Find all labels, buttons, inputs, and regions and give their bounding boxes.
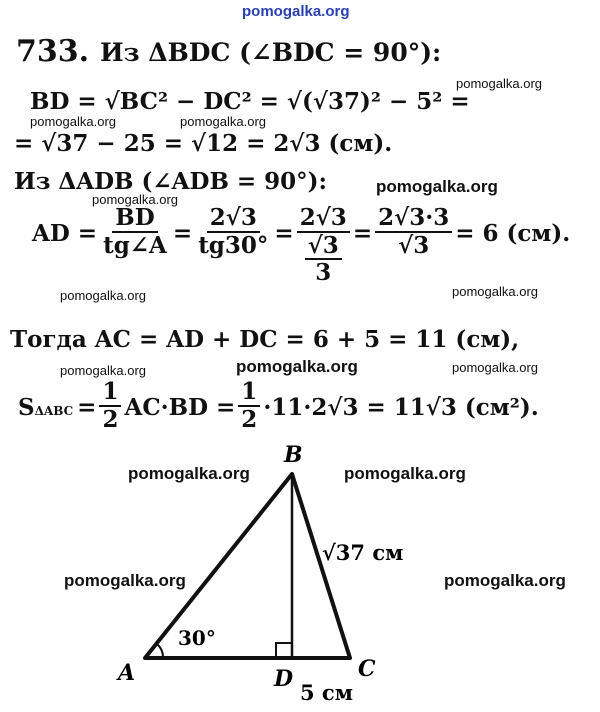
watermark: pomogalka.org [180,114,266,129]
fraction-den: tg30° [198,232,269,260]
fraction-num: 2√3 [207,206,260,233]
label-d: D [274,666,294,692]
line-1: Из ΔBDC (∠BDC = 90°): [100,38,442,67]
watermark: pomogalka.org [444,571,566,590]
line-5: AD = $\frac{BD}{tg\angle A}$ = $\frac{2√3}{tg30^\circ}$ = 2√3 √3 3 = $\frac{2√3\cdot 3}{√3}$ = 6 (см). [32,204,571,287]
ad-lhs: AD = [32,220,98,247]
watermark: pomogalka.org [456,76,542,91]
watermark: pomogalka.org [60,288,146,303]
fraction-den: tg∠A [103,232,167,260]
right-angle-mark [276,643,292,658]
watermark: pomogalka.org [30,114,116,129]
label-a: A [118,660,136,686]
fraction-num: BD [112,206,157,233]
area-s: S [18,394,35,421]
watermark: pomogalka.org [60,363,146,378]
watermark: pomogalka.org [344,464,466,483]
angle-arc [157,644,163,658]
watermark: pomogalka.org [452,360,538,375]
fraction-num: 2√3·3 [375,206,452,233]
watermark-top: pomogalka.org [242,3,350,20]
angle-label: 30° [178,626,216,650]
problem-number: 733. [16,34,90,69]
fraction-num: 1 [238,380,260,407]
fraction-num: 2√3 [297,206,350,233]
fraction-den: √3 [305,233,342,260]
fraction-den-2: 3 [315,259,332,287]
watermark: pomogalka.org [452,284,538,299]
label-b: B [284,442,303,468]
watermark: pomogalka.org [92,192,178,207]
line-6: Тогда AC = AD + DC = 6 + 5 = 11 (см), [10,326,520,353]
area-part1: AC·BD = [124,394,236,421]
side-bc-label: √37 см [322,540,404,565]
watermark: pomogalka.org [128,464,250,483]
fraction-den: 2 [102,406,119,434]
line-3: = √37 − 25 = √12 = 2√3 (см). [14,130,393,157]
fraction-num: 1 [99,380,121,407]
triangle-abc [145,474,350,658]
line-2: BD = √BC² − DC² = √(√37)² − 5² = [30,88,470,115]
area-sub: ΔABC [34,404,74,418]
side-dc-label: 5 см [300,680,353,705]
ad-tail: = 6 (см). [455,220,571,247]
fraction-den: √3 [398,232,430,260]
watermark: pomogalka.org [376,177,498,196]
line-4: Из ΔADB (∠ADB = 90°): [14,168,328,195]
area-eq: = [77,394,97,421]
area-part2: ·11·2√3 = 11√3 (см²). [263,394,539,421]
watermark: pomogalka.org [236,357,358,376]
fraction-den: 2 [241,406,258,434]
label-c: C [358,656,376,682]
watermark: pomogalka.org [64,571,186,590]
